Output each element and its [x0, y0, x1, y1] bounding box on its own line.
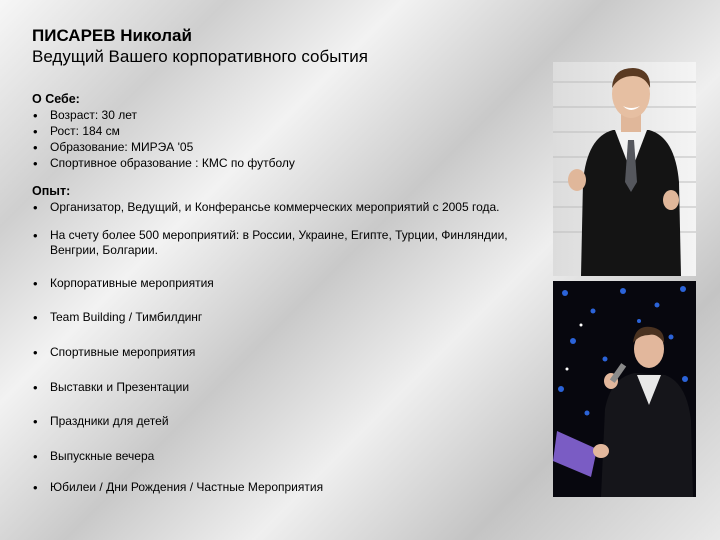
experience-item: • Выпускные вечера: [32, 449, 532, 464]
experience-item: • Team Building / Тимбилдинг: [32, 310, 532, 325]
content-column: [32, 92, 532, 495]
experience-item: • Выставки и Презентации: [32, 380, 532, 395]
about-list: [32, 108, 532, 171]
page-subtitle: Ведущий Вашего корпоративного события: [32, 47, 368, 66]
page-title-name: ПИСАРЕВ Николай: [32, 26, 192, 45]
experience-item: • На счету более 500 мероприятий: в России, Украине, Египте, Турции, Финляндии, Венгрии, Болгарии.: [32, 228, 532, 258]
experience-item: • Организатор, Ведущий, и Конферансье коммерческих мероприятий с 2005 года.: [32, 200, 532, 215]
about-item-sport-education: • Спортивное образование : КМС по футболу: [32, 156, 532, 171]
experience-item: • Корпоративные мероприятия: [32, 276, 532, 291]
about-item-education: • Образование: МИРЭА '05: [32, 140, 532, 155]
about-heading: О Себе:: [32, 92, 80, 106]
portrait-photo: [553, 62, 696, 276]
experience-list: [32, 200, 532, 495]
about-item-age: • Возраст: 30 лет: [32, 108, 532, 123]
stage-photo: [553, 281, 696, 497]
experience-item: • Юбилеи / Дни Рождения / Частные Мероприятия: [32, 480, 532, 495]
experience-heading: Опыт:: [32, 184, 71, 198]
about-item-height: • Рост: 184 см: [32, 124, 532, 139]
experience-item: • Спортивные мероприятия: [32, 345, 532, 360]
experience-item: • Праздники для детей: [32, 414, 532, 429]
